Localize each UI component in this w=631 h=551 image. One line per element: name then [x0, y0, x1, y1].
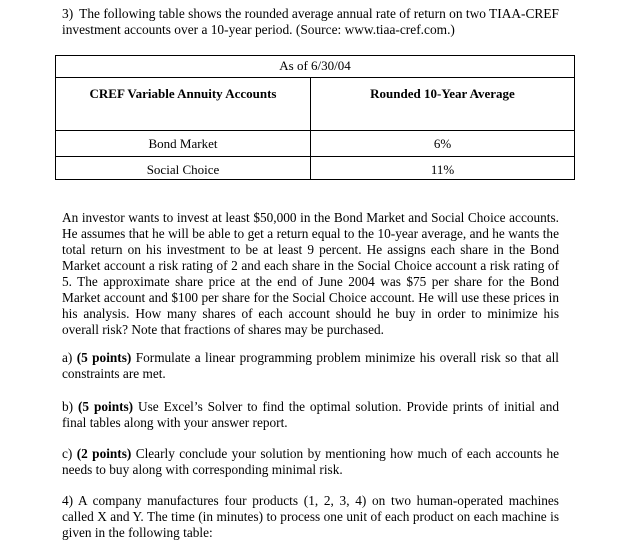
returns-table [55, 55, 575, 180]
part-a-label: a) [62, 350, 73, 365]
table-row [56, 157, 574, 180]
investor-paragraph: An investor wants to invest at least $50,000 in the Bond Market and Social Choice accounts. He assumes that he will be able to get a return equal to the 10-year average, and he wants the total return on his investment to be at least 9 percent. He assigns each share in the Bond Market account a risk rating of 2 and each share in the Social Choice account a risk rating of 5. The approximate share price at the end of June 2004 was $75 per share for the Bond Market account and $100 per share for the Social Choice account. He will use these prices in his analysis. How many shares of each account should he buy in order to minimize his overall risk? Note that fractions of shares may be purchased. [62, 210, 559, 337]
question-3-number: 3) [62, 6, 74, 21]
table-cell-average: 11% [430, 162, 455, 177]
part-b [62, 399, 559, 431]
part-b-label: b) [62, 399, 74, 414]
table-cell-average: 6% [433, 136, 452, 151]
table-column-divider [310, 78, 311, 180]
table-caption-row [56, 56, 574, 78]
part-b-text: Use Excel’s Solver to find the optimal solution. Provide prints of initial and final tables along with your answer report. [62, 399, 560, 430]
question-3-text: The following table shows the rounded average annual rate of return on two TIAA-CREF investment accounts over a 10-year period. (Source: www.tiaa-cref.com.) [62, 6, 559, 37]
table-header-row [56, 78, 574, 131]
part-a-text: Formulate a linear programming problem minimize his overall risk so that all constraints are met. [62, 350, 559, 381]
table-row [56, 131, 574, 157]
question-4-text: 4) A company manufactures four products (1, 2, 3, 4) on two human-operated machines called X and Y. The time (in minutes) to process one unit of each product on each machine is given in the following table: [62, 493, 559, 540]
table-caption: As of 6/30/04 [279, 58, 351, 73]
part-c-label: c) [62, 446, 73, 461]
part-c [62, 446, 559, 478]
part-c-text: Clearly conclude your solution by mentioning how much of each accounts he needs to buy along with corresponding minimal risk. [62, 446, 559, 477]
table-cell-account: Bond Market [148, 136, 218, 151]
part-b-points: (5 points) [77, 399, 134, 414]
part-a [62, 350, 559, 382]
part-c-points: (2 points) [76, 446, 132, 461]
table-header-average: Rounded 10-Year Average [370, 86, 515, 101]
part-a-points: (5 points) [76, 350, 132, 365]
table-cell-account: Social Choice [146, 162, 220, 177]
table-header-account: CREF Variable Annuity Accounts [89, 86, 277, 101]
question-3-intro [62, 6, 562, 38]
